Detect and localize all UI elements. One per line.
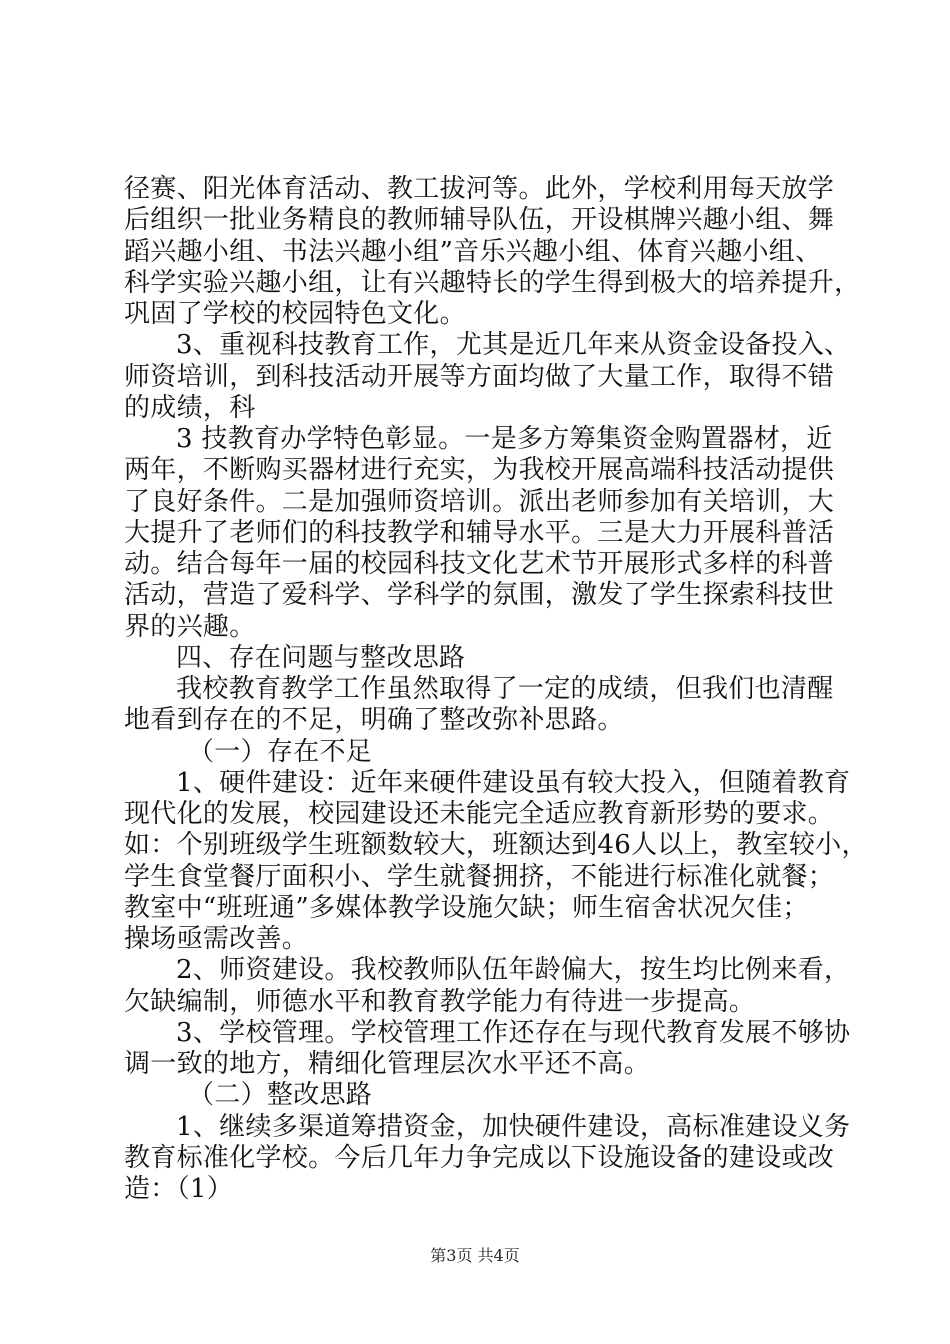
body-text-line: 欠缺编制，师德水平和教育教学能力有待进一步提高。 <box>124 987 756 1017</box>
section-heading: 四、存在问题与整改思路 <box>176 643 466 673</box>
body-text-line: 造：（1） <box>124 1174 234 1204</box>
body-text-line: 师资培训，到科技活动开展等方面均做了大量工作，取得不错 <box>124 362 835 392</box>
body-text-line: 如：个别班级学生班额数较大，班额达到46人以上，教室较小， <box>124 830 868 860</box>
paragraph-start-line: 3、重视科技教育工作，尤其是近几年来从资金设备投入、 <box>176 330 851 360</box>
body-text-line: 的成绩，科 <box>124 393 256 423</box>
body-text-line: 动。结合每年一届的校园科技文化艺术节开展形式多样的科普 <box>124 549 835 579</box>
subsection-heading: （二）整改思路 <box>188 1080 373 1110</box>
body-text-line: 调一致的地方，精细化管理层次水平还不高。 <box>124 1049 651 1079</box>
body-text-line: 教室中“班班通”多媒体教学设施欠缺；师生宿舍状况欠佳； <box>124 893 809 923</box>
paragraph-start-line: 3 技教育办学特色彰显。一是多方筹集资金购置器材，近 <box>176 424 833 454</box>
body-text-line: 了良好条件。二是加强师资培训。派出老师参加有关培训，大 <box>124 487 835 517</box>
body-text-line: 两年，不断购买器材进行充实，为我校开展高端科技活动提供 <box>124 455 835 485</box>
paragraph-start-line: 1、继续多渠道筹措资金，加快硬件建设，高标准建设义务 <box>176 1112 851 1142</box>
body-text-line: 大提升了老师们的科技教学和辅导水平。三是大力开展科普活 <box>124 518 835 548</box>
paragraph-start-line: 2、师资建设。我校教师队伍年龄偏大，按生均比例来看， <box>176 955 851 985</box>
body-text-line: 现代化的发展，校园建设还未能完全适应教育新形势的要求。 <box>124 799 835 829</box>
paragraph-start-line: 我校教育教学工作虽然取得了一定的成绩，但我们也清醒 <box>176 674 834 704</box>
paragraph-start-line: 1、硬件建设：近年来硬件建设虽有较大投入，但随着教育 <box>176 768 851 798</box>
body-text-line: 巩固了学校的校园特色文化。 <box>124 299 466 329</box>
page-number-footer: 第3页 共4页 <box>430 1246 520 1265</box>
body-text-line: 后组织一批业务精良的教师辅导队伍，开设棋牌兴趣小组、舞 <box>124 205 835 235</box>
body-text-line: 蹈兴趣小组、书法兴趣小组”音乐兴趣小组、体育兴趣小组、 <box>124 237 822 267</box>
body-text-line: 界的兴趣。 <box>124 612 256 642</box>
body-text-line: 径赛、阳光体育活动、教工拔河等。此外，学校利用每天放学 <box>124 174 835 204</box>
body-text-line: 操场亟需改善。 <box>124 924 309 954</box>
body-text-line: 地看到存在的不足，明确了整改弥补思路。 <box>124 705 624 735</box>
paragraph-start-line: 3、学校管理。学校管理工作还存在与现代教育发展不够协 <box>176 1018 851 1048</box>
body-text-line: 科学实验兴趣小组，让有兴趣特长的学生得到极大的培养提升， <box>124 268 861 298</box>
body-text-line: 学生食堂餐厅面积小、学生就餐拥挤，不能进行标准化就餐； <box>124 862 835 892</box>
body-text-line: 活动，营造了爱科学、学科学的氛围，激发了学生探索科技世 <box>124 580 835 610</box>
subsection-heading: （一）存在不足 <box>188 737 373 767</box>
body-text-line: 教育标准化学校。今后几年力争完成以下设施设备的建设或改 <box>124 1143 835 1173</box>
